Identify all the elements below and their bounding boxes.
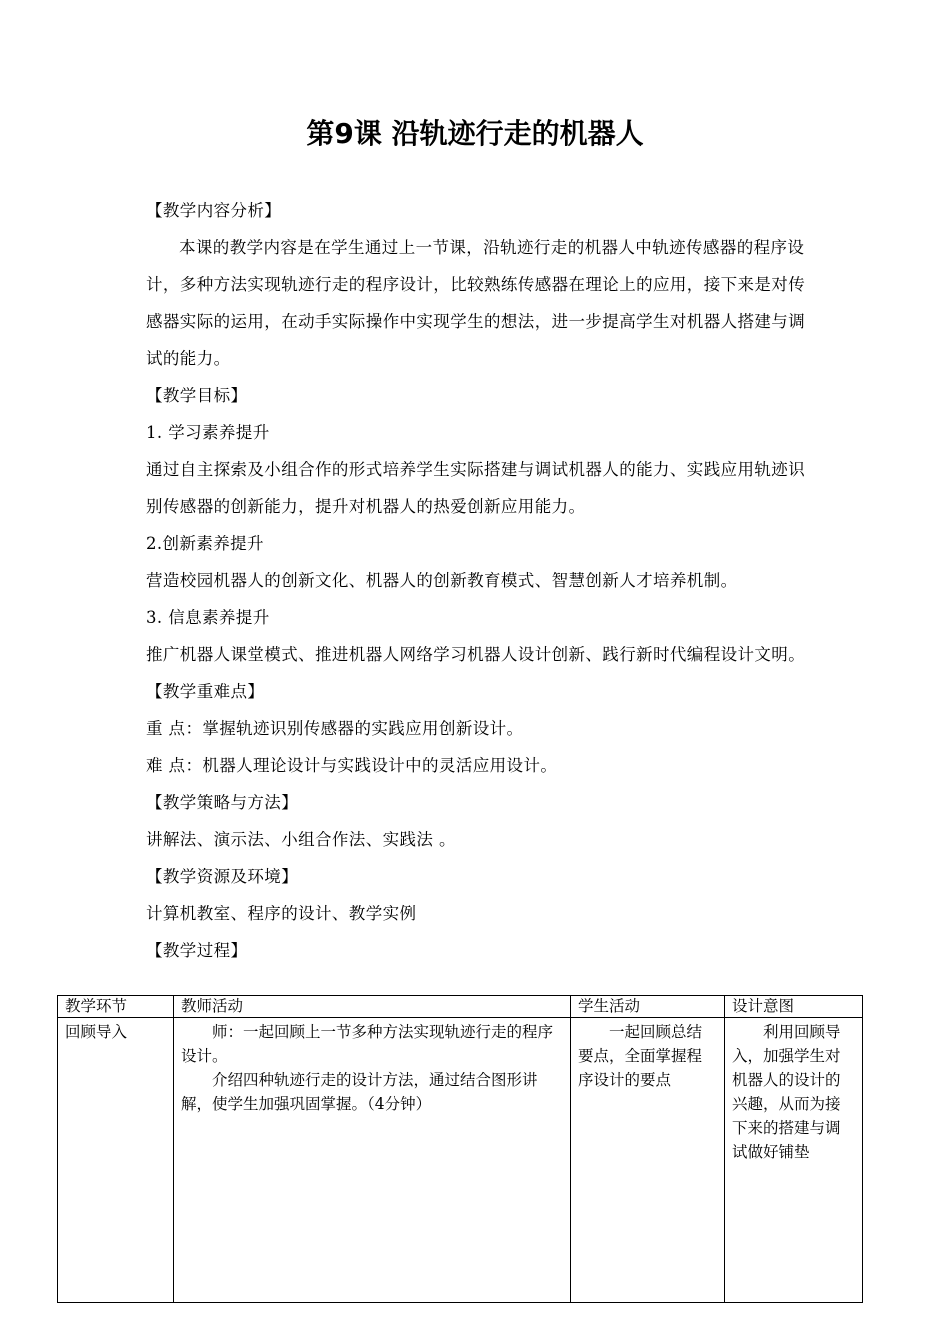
section-heading-key-points: 【教学重难点】 [146, 682, 265, 701]
teacher-activity-paragraph-1: 师：一起回顾上一节多种方法实现轨迹行走的程序设计。 [181, 1023, 554, 1065]
objective-2-body: 营造校园机器人的创新文化、机器人的创新教育模式、智慧创新人才培养机制。 [146, 571, 738, 590]
section-heading-resources: 【教学资源及环境】 [146, 867, 299, 886]
section-heading-content-analysis: 【教学内容分析】 [146, 201, 282, 220]
section-heading-objectives: 【教学目标】 [146, 386, 248, 405]
content-analysis-paragraph: 本课的教学内容是在学生通过上一节课，沿轨迹行走的机器人中轨迹传感器的程序设计，多种方法实现轨迹行走的程序设计，比较熟练传感器在理论上的应用，接下来是对传感器实际的运用，在动手实际操作中实现学生的想法，进一步提高学生对机器人搭建与调试的能力。 [146, 238, 806, 368]
column-header-stage: 教学环节 [58, 996, 174, 1018]
teaching-process-table [57, 995, 863, 1303]
key-point: 重 点：掌握轨迹识别传感器的实践应用创新设计。 [146, 719, 524, 738]
page-title: 第9课 沿轨迹行走的机器人 [306, 117, 644, 150]
objective-3-body: 推广机器人课堂模式、推进机器人网络学习机器人设计创新、践行新时代编程设计文明。 [146, 645, 806, 664]
student-activity-text: 一起回顾总结要点，全面掌握程序设计的要点 [578, 1023, 703, 1089]
teacher-activity-paragraph-2: 介绍四种轨迹行走的设计方法，通过结合图形讲解，使学生加强巩固掌握。（4分钟） [181, 1071, 538, 1113]
design-intent-text: 利用回顾导入，加强学生对机器人的设计的兴趣，从而为接下来的搭建与调试做好铺垫 [732, 1023, 841, 1161]
student-activity-cell [571, 1018, 725, 1303]
resources-body: 计算机教室、程序的设计、教学实例 [146, 904, 417, 923]
strategy-body: 讲解法、演示法、小组合作法、实践法 。 [146, 830, 456, 849]
section-heading-process: 【教学过程】 [146, 941, 248, 960]
objective-1-title: 1. 学习素养提升 [146, 423, 270, 442]
document-body [146, 192, 810, 969]
objective-3-title: 3. 信息素养提升 [146, 608, 270, 627]
section-heading-strategy: 【教学策略与方法】 [146, 793, 299, 812]
column-header-intent: 设计意图 [725, 996, 863, 1018]
objective-2-title: 2.创新素养提升 [146, 534, 264, 553]
stage-cell: 回顾导入 [58, 1018, 174, 1303]
objective-1-body: 通过自主探索及小组合作的形式培养学生实际搭建与调试机器人的能力、实践应用轨迹识别传感器的创新能力，提升对机器人的热爱创新应用能力。 [146, 460, 806, 516]
column-header-student: 学生活动 [571, 996, 725, 1018]
column-header-teacher: 教师活动 [174, 996, 571, 1018]
difficult-point: 难 点：机器人理论设计与实践设计中的灵活应用设计。 [146, 756, 558, 775]
table-row [58, 1018, 863, 1303]
table-header-row [58, 996, 863, 1018]
design-intent-cell [725, 1018, 863, 1303]
teacher-activity-cell [174, 1018, 571, 1303]
